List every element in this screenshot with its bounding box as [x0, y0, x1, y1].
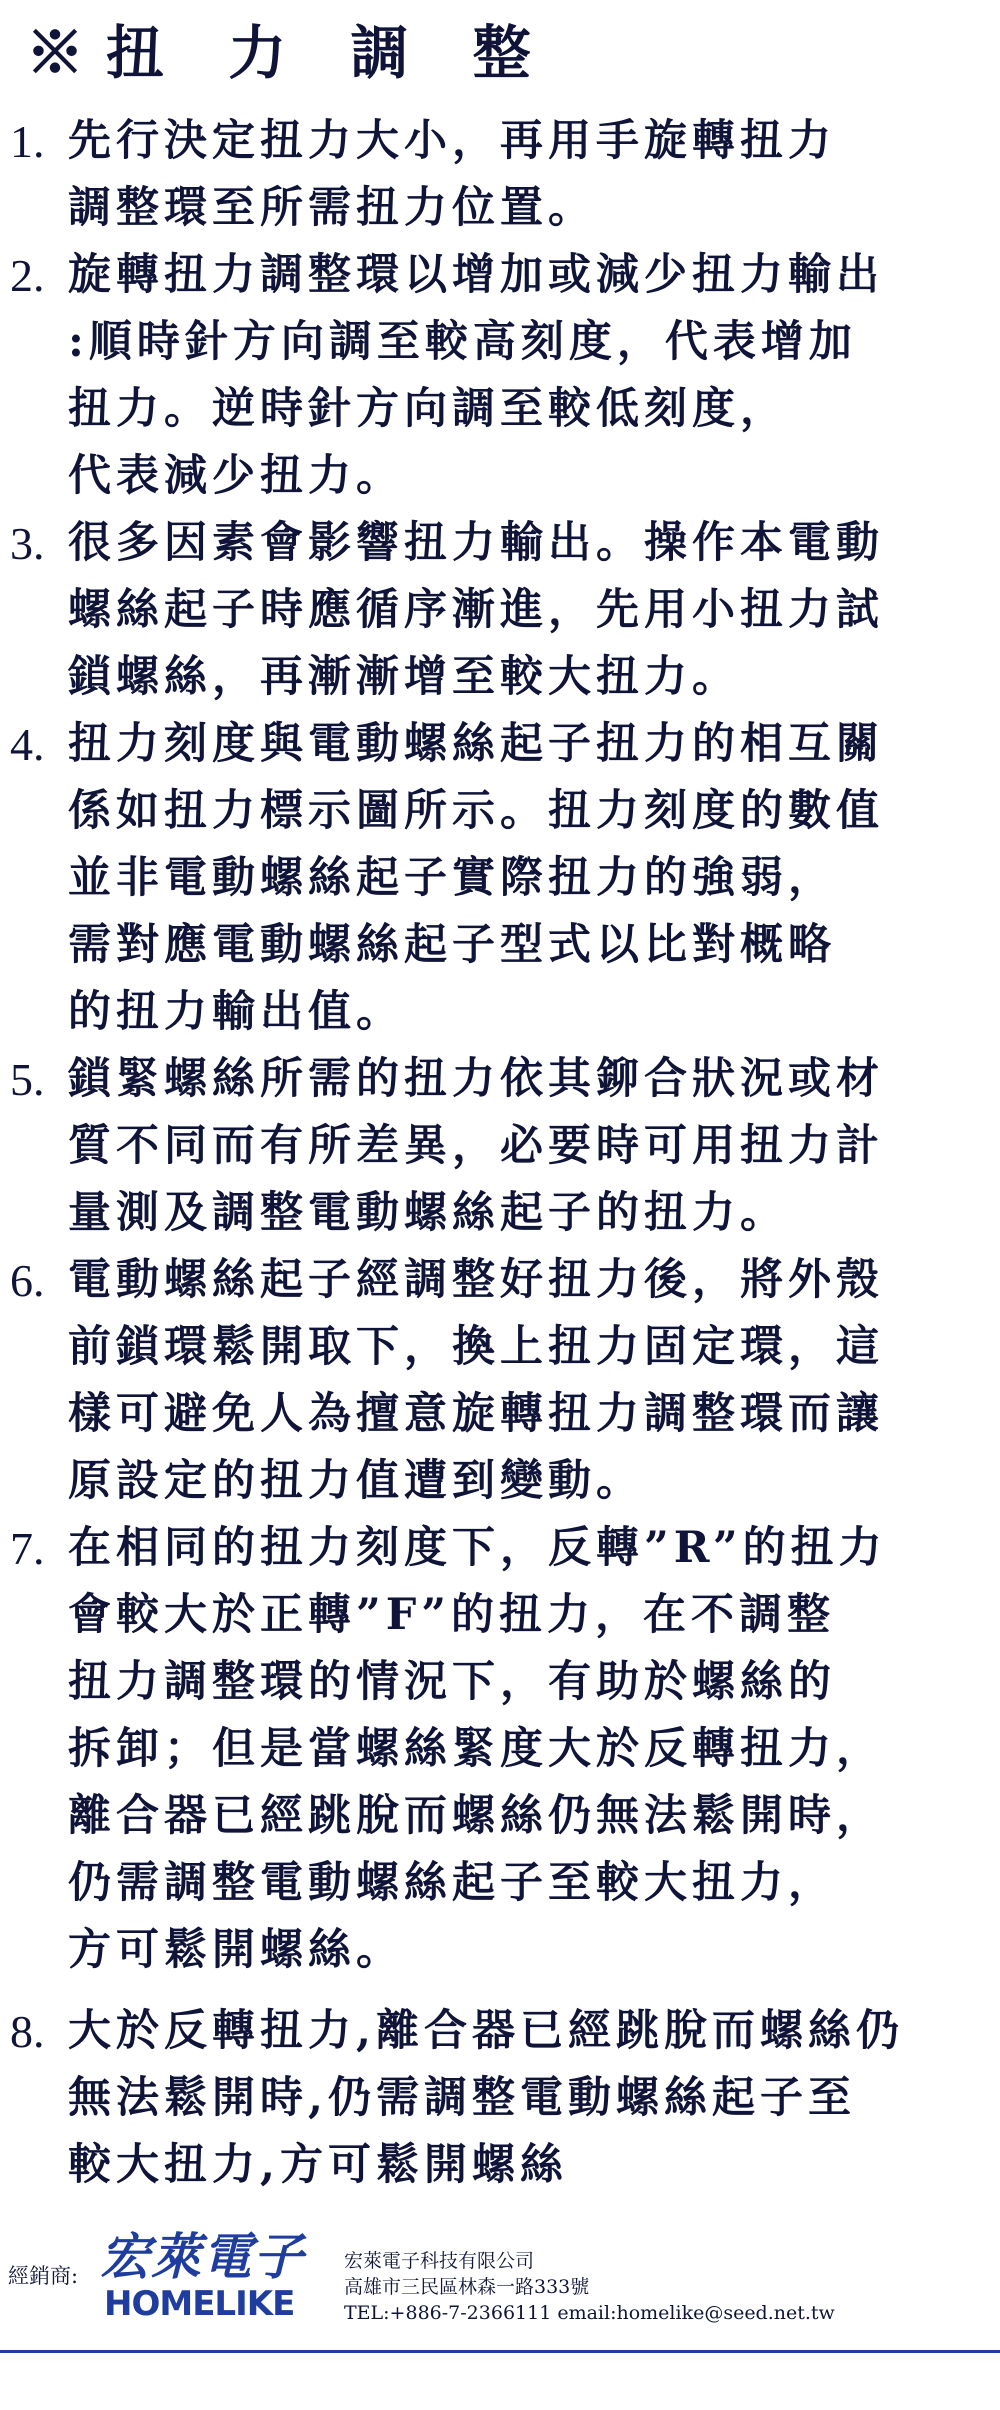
item-text-line: 會較大於正轉”F”的扭力，在不調整 — [68, 1590, 835, 1640]
item-number: 8. — [10, 2006, 45, 2057]
page-title: ※扭 力 調 整 — [26, 19, 553, 87]
item-text-line: 量測及調整電動螺絲起子的扭力。 — [68, 1188, 788, 1238]
logo-chinese-text: 宏萊電子 — [100, 2228, 304, 2286]
footer-divider — [0, 2350, 1000, 2353]
item-text-line: 需對應電動螺絲起子型式以比對概略 — [68, 920, 836, 970]
item-text-line: 質不同而有所差異，必要時可用扭力計 — [68, 1121, 884, 1171]
item-text-line: 旋轉扭力調整環以增加或減少扭力輸出 — [68, 250, 884, 300]
item-text-line: 代表減少扭力。 — [68, 451, 404, 501]
item-text-line: 方可鬆開螺絲。 — [68, 1925, 404, 1975]
item-number: 2. — [10, 250, 45, 301]
item-text-line: 並非電動螺絲起子實際扭力的強弱， — [68, 853, 836, 903]
item-number: 4. — [10, 719, 45, 770]
item-text-line: 拆卸；但是當螺絲緊度大於反轉扭力， — [68, 1724, 884, 1774]
company-info — [344, 2248, 835, 2326]
list-item — [10, 510, 995, 711]
item-number: 5. — [10, 1054, 45, 1105]
dealer-footer — [0, 2228, 1000, 2410]
logo-english-text: HOMELIKE — [104, 2284, 295, 2324]
item-text-line: 扭力。逆時針方向調至較低刻度， — [68, 384, 788, 434]
company-name: 宏萊電子科技有限公司 — [344, 2250, 535, 2272]
list-item — [10, 1998, 995, 2199]
item-text-line: 調整環至所需扭力位置。 — [68, 183, 596, 233]
item-number: 1. — [10, 116, 45, 167]
instruction-list — [10, 108, 995, 2199]
item-text-line: 很多因素會影響扭力輸出。操作本電動 — [68, 518, 884, 568]
list-item — [10, 108, 995, 242]
item-text-line: 鎖螺絲，再漸漸增至較大扭力。 — [68, 652, 740, 702]
item-text-line: 前鎖環鬆開取下，換上扭力固定環，這 — [68, 1322, 884, 1372]
item-text-line: 原設定的扭力值遭到變動。 — [68, 1456, 644, 1506]
item-text-line: 扭力調整環的情況下，有助於螺絲的 — [68, 1657, 836, 1707]
item-text-line: :順時針方向調至較高刻度，代表增加 — [68, 317, 857, 367]
item-text-line: 樣可避免人為擅意旋轉扭力調整環而讓 — [68, 1389, 884, 1439]
list-item — [10, 711, 995, 1046]
item-number: 7. — [10, 1523, 45, 1574]
item-number: 6. — [10, 1255, 45, 1306]
list-item — [10, 242, 995, 510]
list-item — [10, 1247, 995, 1515]
item-text-line: 在相同的扭力刻度下，反轉”R”的扭力 — [68, 1523, 887, 1573]
item-text-line: 電動螺絲起子經調整好扭力後，將外殼 — [68, 1255, 884, 1305]
item-text-line: 無法鬆開時,仍需調整電動螺絲起子至 — [68, 2073, 856, 2123]
item-text-line: 離合器已經跳脫而螺絲仍無法鬆開時， — [68, 1791, 884, 1841]
list-item — [10, 1046, 995, 1247]
company-address: 高雄市三民區林森一路333號 — [344, 2276, 590, 2298]
company-logo — [100, 2228, 330, 2328]
item-text-line: 的扭力輸出值。 — [68, 987, 404, 1037]
item-text-line: 仍需調整電動螺絲起子至較大扭力， — [68, 1858, 836, 1908]
item-text-line: 扭力刻度與電動螺絲起子扭力的相互關 — [68, 719, 884, 769]
item-number: 3. — [10, 518, 45, 569]
item-text-line: 鎖緊螺絲所需的扭力依其鉚合狀況或材 — [68, 1054, 884, 1104]
item-text-line: 螺絲起子時應循序漸進，先用小扭力試 — [68, 585, 884, 635]
company-contact: TEL:+886-7-2366111 email:homelike@seed.net.tw — [344, 2302, 835, 2324]
item-text-line: 先行決定扭力大小，再用手旋轉扭力 — [68, 116, 836, 166]
list-item — [10, 1515, 995, 1984]
item-text-line: 大於反轉扭力,離合器已經跳脫而螺絲仍 — [68, 2006, 904, 2056]
dealer-label: 經銷商: — [8, 2264, 79, 2288]
item-text-line: 係如扭力標示圖所示。扭力刻度的數值 — [68, 786, 884, 836]
item-text-line: 較大扭力,方可鬆開螺絲 — [68, 2140, 568, 2190]
